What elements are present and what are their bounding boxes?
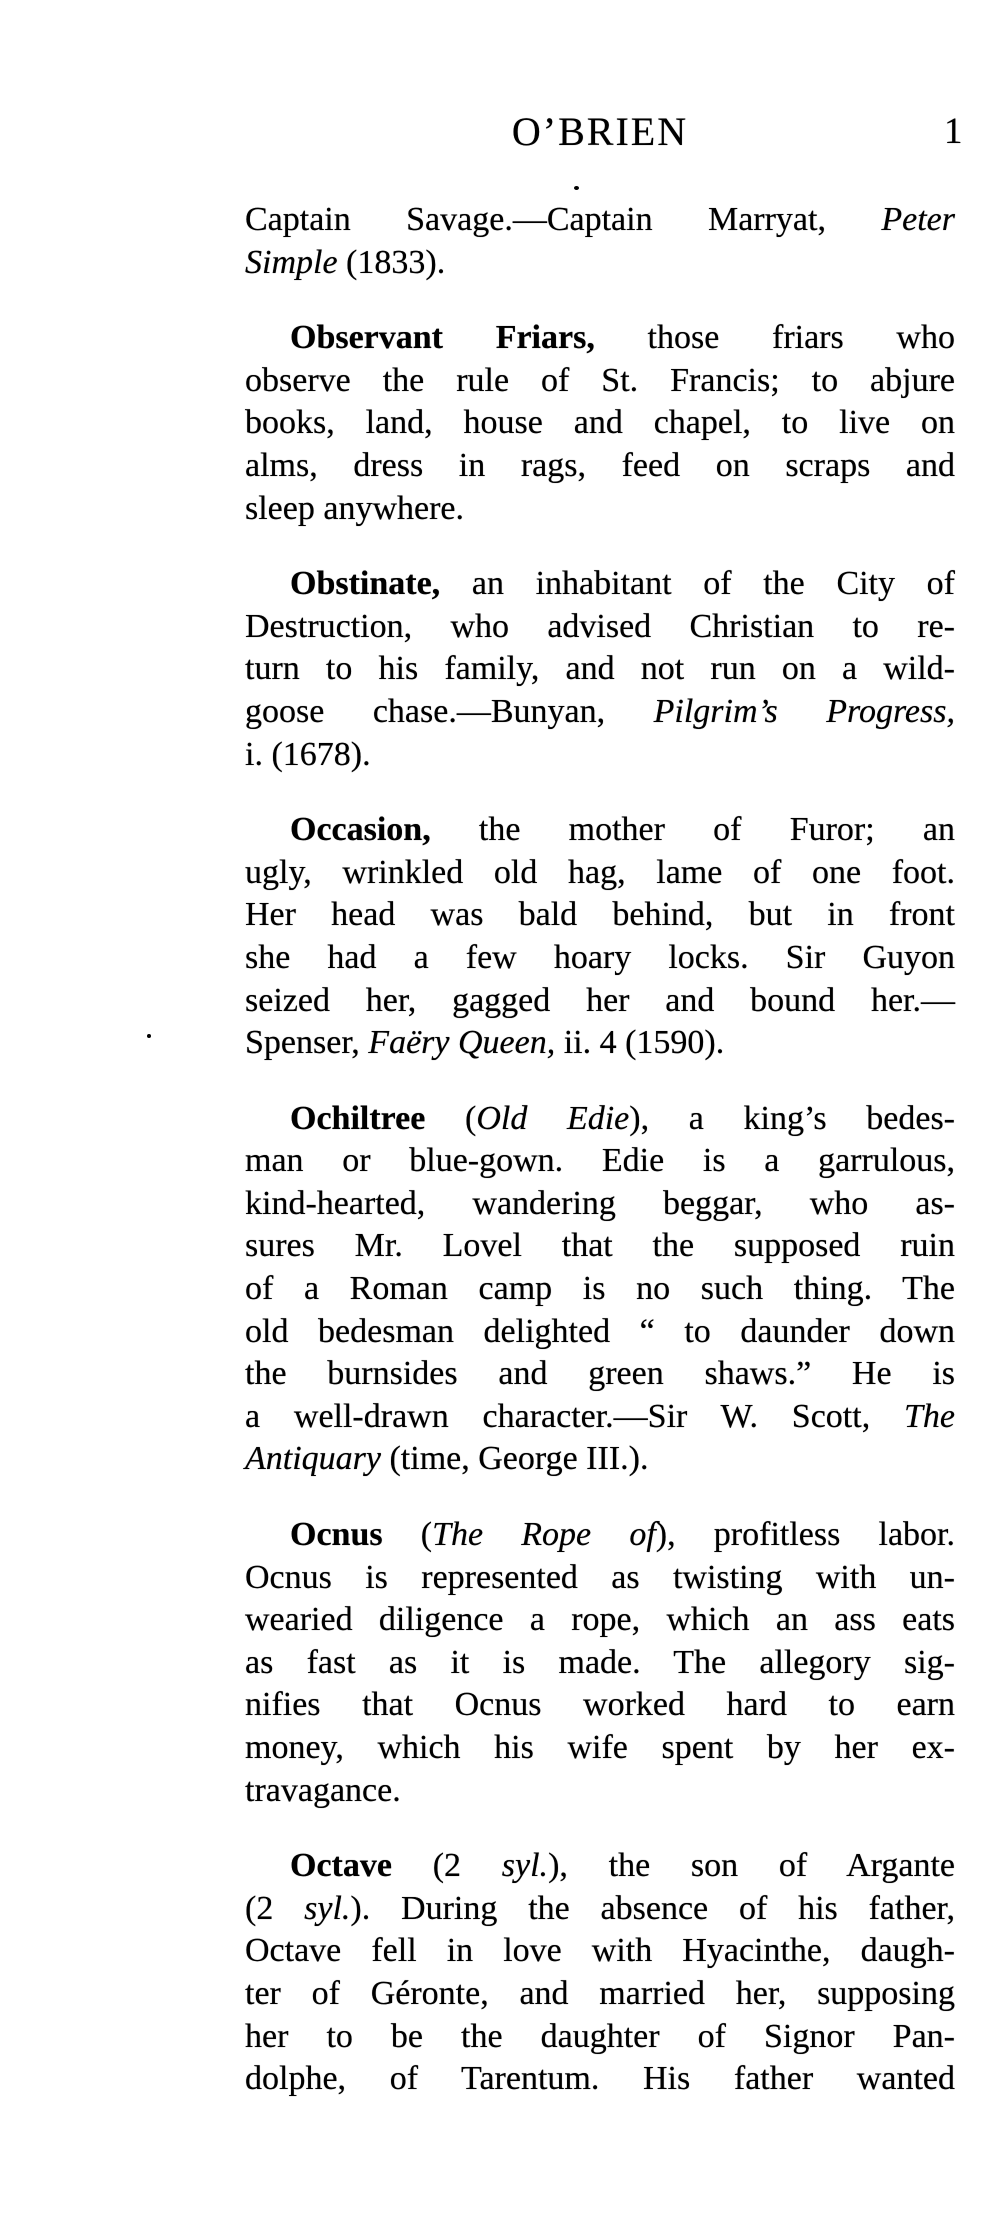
headword: Observant Friars,	[290, 319, 595, 357]
entry-observant-friars	[245, 317, 955, 530]
text-segment: nifies that Ocnus worked hard to earn	[245, 1686, 955, 1724]
ink-speck	[574, 186, 579, 190]
text-line	[245, 1438, 955, 1481]
text-line	[245, 852, 955, 895]
text-line	[245, 563, 955, 606]
text-line	[245, 606, 955, 649]
text-segment: Old Edie	[476, 1099, 630, 1137]
text-segment: a well-drawn character.—Sir W. Scott,	[245, 1397, 904, 1435]
text-line	[245, 1599, 955, 1642]
text-segment: old bedesman delighted “ to daunder down	[245, 1312, 955, 1350]
text-segment: i. (1678).	[245, 735, 371, 773]
text-segment: Ocnus is represented as twisting with un-	[245, 1558, 955, 1596]
text-segment: man or blue-gown. Edie is a garrulous,	[245, 1142, 955, 1180]
entry-list	[245, 199, 955, 2134]
text-segment: (	[425, 1099, 477, 1137]
text-segment: Pilgrim’s Progress,	[653, 692, 955, 730]
text-segment: (	[382, 1516, 433, 1554]
text-segment: The	[904, 1397, 955, 1435]
text-segment: an inhabitant of the City of	[440, 565, 955, 603]
text-segment: Faëry Queen,	[368, 1024, 556, 1062]
text-line	[245, 488, 955, 531]
text-segment: the mother of Furor; an	[430, 811, 955, 849]
text-segment: alms, dress in rags, feed on scraps and	[245, 446, 955, 484]
text-segment: her to be the daughter of Signor Pan-	[245, 2017, 955, 2055]
text-segment: ), the son of Argante	[548, 1847, 955, 1885]
headword: Octave	[290, 1847, 392, 1885]
text-line	[245, 1642, 955, 1685]
text-segment: Peter	[881, 201, 955, 238]
entry-occasion	[245, 809, 955, 1065]
headword: Ocnus	[290, 1516, 383, 1554]
entry-obstinate	[245, 563, 955, 776]
text-line	[245, 648, 955, 691]
text-segment: syl.	[304, 1889, 351, 1927]
text-line	[245, 1845, 955, 1888]
text-line	[245, 199, 955, 242]
text-segment: as fast as it is made. The allegory sig-	[245, 1643, 955, 1681]
text-segment: seized her, gagged her and bound her.—	[245, 981, 955, 1019]
text-line	[245, 1225, 955, 1268]
text-line	[245, 1311, 955, 1354]
text-line	[245, 1183, 955, 1226]
text-line	[245, 894, 955, 937]
text-segment: she had a few hoary locks. Sir Guyon	[245, 938, 955, 976]
text-line	[245, 445, 955, 488]
text-segment: Antiquary	[245, 1440, 381, 1478]
text-segment: ii. 4 (1590).	[555, 1024, 725, 1062]
text-segment: ter of Géronte, and married her, supposing	[245, 1974, 955, 2012]
text-segment: Destruction, who advised Christian to re-	[245, 607, 955, 645]
text-segment: ugly, wrinkled old hag, lame of one foot.	[245, 853, 955, 891]
text-segment: goose chase.—Bunyan,	[245, 692, 654, 730]
headword: Obstinate,	[290, 565, 441, 603]
text-line	[245, 1684, 955, 1727]
text-segment: The Rope of	[432, 1516, 656, 1554]
text-segment: ), profitless labor.	[655, 1516, 956, 1554]
text-line	[245, 734, 955, 777]
entry-ochiltree	[245, 1098, 955, 1481]
headword: Ochiltree	[290, 1099, 426, 1137]
text-segment: money, which his wife spent by her ex-	[245, 1729, 955, 1766]
text-segment: dolphe, of Tarentum. His father wanted	[245, 2060, 955, 2098]
text-segment: (1833).	[337, 243, 446, 281]
text-line	[245, 1557, 955, 1600]
entry-captain-savage	[245, 199, 955, 284]
text-line	[245, 2058, 955, 2101]
text-segment: Her head was bald behind, but in front	[245, 896, 955, 934]
text-line	[245, 1396, 955, 1439]
text-segment: of a Roman camp is no such thing. The	[245, 1270, 955, 1308]
text-segment: books, land, house and chapel, to live on	[245, 404, 955, 442]
entry-ocnus	[245, 1514, 955, 1812]
text-line	[245, 1098, 955, 1141]
text-segment: sures Mr. Lovel that the supposed ruin	[245, 1227, 955, 1265]
text-segment: sleep anywhere.	[245, 489, 465, 527]
text-line	[245, 691, 955, 734]
headword: Occasion,	[290, 811, 431, 849]
text-segment: kind-hearted, wandering beggar, who as-	[245, 1184, 955, 1222]
text-segment: Spenser,	[245, 1024, 369, 1062]
text-segment: Simple	[245, 243, 338, 281]
text-line	[245, 1022, 955, 1065]
text-line	[245, 1770, 955, 1813]
text-segment: travagance.	[245, 1771, 401, 1809]
text-line	[245, 1514, 955, 1557]
text-segment: turn to his family, and not run on a wild-	[245, 650, 955, 688]
text-segment: (2	[245, 1889, 305, 1927]
text-line	[245, 2016, 955, 2059]
text-line	[245, 1973, 955, 2016]
text-segment: Captain Savage.—Captain Marryat,	[245, 201, 882, 238]
text-line	[245, 1268, 955, 1311]
text-segment: wearied diligence a rope, which an ass eats	[245, 1601, 955, 1639]
ink-speck	[147, 1034, 151, 1038]
text-segment: (2	[391, 1847, 502, 1885]
text-segment: syl.	[501, 1847, 549, 1885]
text-line	[245, 242, 955, 285]
entry-octave	[245, 1845, 955, 2101]
text-line	[245, 937, 955, 980]
text-line	[245, 360, 955, 403]
text-line	[245, 1140, 955, 1183]
text-line	[245, 317, 955, 360]
text-segment: ). During the absence of his father,	[350, 1889, 955, 1927]
text-line	[245, 809, 955, 852]
text-segment: observe the rule of St. Francis; to abjure	[245, 361, 955, 399]
text-line	[245, 980, 955, 1023]
text-segment: those friars who	[594, 319, 955, 357]
page-number: 1	[944, 111, 963, 152]
running-head: O’BRIEN	[511, 109, 689, 154]
text-segment: (time, George III.).	[380, 1440, 649, 1478]
text-line	[245, 1353, 955, 1396]
text-segment: ), a king’s bedes-	[629, 1099, 956, 1137]
text-line	[245, 1727, 955, 1770]
text-line	[245, 1930, 955, 1973]
text-segment: Octave fell in love with Hyacinthe, daugh-	[245, 1932, 955, 1970]
text-line	[245, 402, 955, 445]
text-line	[245, 1888, 955, 1931]
text-segment: the burnsides and green shaws.” He is	[245, 1355, 955, 1393]
